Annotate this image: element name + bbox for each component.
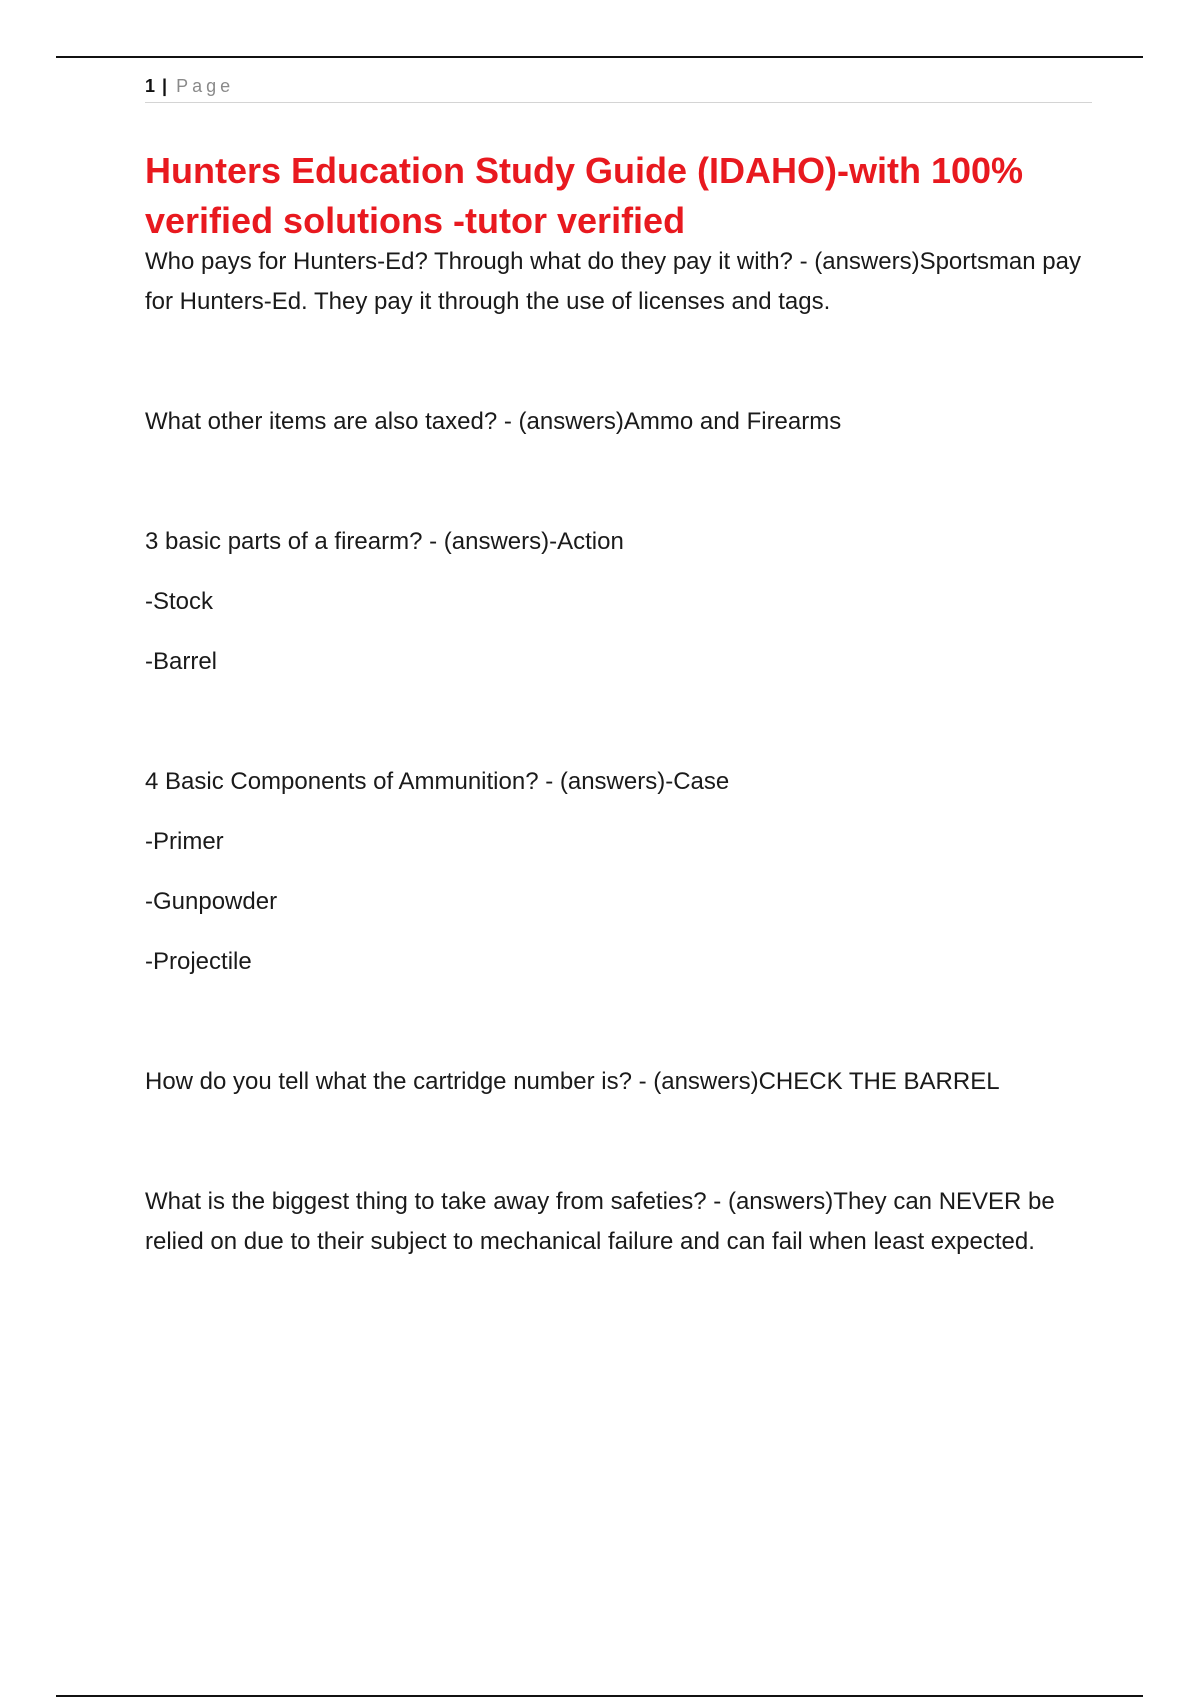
spacer [145,982,1105,1062]
qa-answer-line: -Projectile [145,948,252,975]
page-bottom-border [56,1695,1143,1697]
qa-question-line: 4 Basic Components of Ammunition? - (answers)-Case [145,768,730,795]
qa-answer-line: -Stock [145,588,214,615]
page-header [145,72,1092,103]
qa-question-line: 3 basic parts of a firearm? - (answers)-Action [145,528,624,555]
qa-item [145,402,1105,442]
qa-item [145,242,1105,322]
qa-text: How do you tell what the cartridge number is? - (answers)CHECK THE BARREL [145,1068,1000,1095]
spacer [145,1102,1105,1182]
page-separator: | [162,76,168,96]
spacer [145,682,1105,762]
qa-item [145,1182,1105,1262]
qa-text: Who pays for Hunters-Ed? Through what do they pay it with? - (answers)Sportsman pay for Hunters-Ed. They pay it through the use of licenses and tags. [145,248,1081,315]
page-top-border [56,56,1143,58]
qa-item [145,1062,1105,1102]
page-number: 1 [145,76,156,96]
qa-text: What other items are also taxed? - (answers)Ammo and Firearms [145,408,842,435]
qa-answer-line: -Barrel [145,648,218,675]
qa-item [145,762,1105,982]
page-label: Page [176,76,235,96]
spacer [145,322,1105,402]
document-body [145,242,1105,1262]
document-title: Hunters Education Study Guide (IDAHO)-with 100% verified solutions -tutor verified [145,150,1024,241]
spacer [145,442,1105,522]
qa-item [145,522,1105,682]
qa-answer-line: -Gunpowder [145,888,278,915]
qa-answer-line: -Primer [145,828,224,855]
qa-text: What is the biggest thing to take away from safeties? - (answers)They can NEVER be relied on due to their subject to mechanical failure and can fail when least expected. [145,1188,1055,1255]
